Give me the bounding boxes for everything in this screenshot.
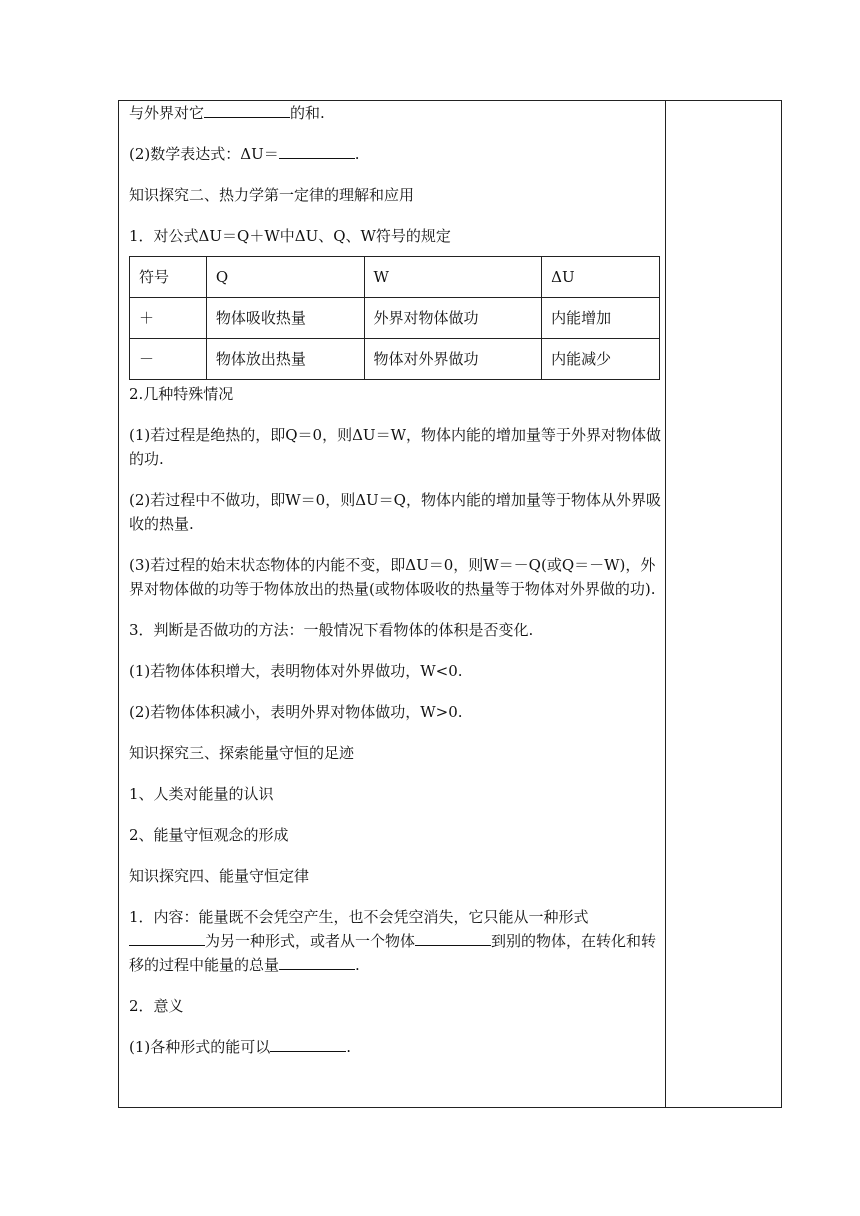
sub-item: 2、能量守恒观念的形成 <box>129 826 289 844</box>
law-content <box>129 905 661 977</box>
table-row <box>130 339 660 380</box>
table-header-cell: ΔU <box>542 257 660 298</box>
fill-blank[interactable] <box>415 929 491 946</box>
volume-increase: (1)若物体体积增大，表明物体对外界做功，W<0. <box>129 662 463 680</box>
text: (1)各种形式的能可以 <box>129 1038 271 1056</box>
table-cell: 物体对外界做功 <box>364 339 542 380</box>
table-cell: 外界对物体做功 <box>364 298 542 339</box>
fill-blank[interactable] <box>204 101 290 118</box>
section-heading-4: 知识探究四、能量守恒定律 <box>129 867 310 885</box>
text: (2)数学表达式：ΔU＝ <box>129 145 279 163</box>
fill-blank[interactable] <box>270 1035 346 1052</box>
special-cases-heading: 2.几种特殊情况 <box>129 385 234 403</box>
fill-blank[interactable] <box>279 142 355 159</box>
table-header-cell: 符号 <box>130 257 207 298</box>
case-no-work: (2)若过程中不做功，即W＝0，则ΔU＝Q，物体内能的增加量等于物体从外界吸收的热量. <box>129 491 661 533</box>
work-judgement: 3．判断是否做功的方法：一般情况下看物体的体积是否变化. <box>129 621 534 639</box>
case-adiabatic: (1)若过程是绝热的，即Q＝0，则ΔU＝W，物体内能的增加量等于外界对物体做的功. <box>129 426 661 468</box>
fill-blank[interactable] <box>129 929 205 946</box>
line-sum <box>129 101 661 125</box>
text: . <box>346 1038 352 1056</box>
table-cell: － <box>130 339 207 380</box>
text: 到别的物体，在转化和转移的过程中能量的总量 <box>129 932 657 974</box>
table-cell: 内能减少 <box>542 339 660 380</box>
column-divider <box>665 101 666 1107</box>
section-heading-2: 知识探究二、热力学第一定律的理解和应用 <box>129 186 415 204</box>
meaning-item <box>129 1035 661 1059</box>
text: 的和. <box>290 104 325 122</box>
sub-item: 1、人类对能量的认识 <box>129 785 274 803</box>
text: . <box>354 145 360 163</box>
content-column <box>129 101 661 1076</box>
text: 为另一种形式，或者从一个物体 <box>205 932 416 950</box>
table-header-cell: W <box>364 257 542 298</box>
sign-rule-heading: 1．对公式ΔU＝Q＋W中ΔU、Q、W符号的规定 <box>129 227 451 245</box>
meaning-heading: 2．意义 <box>129 997 184 1015</box>
worksheet-table <box>118 100 782 1108</box>
line-expression <box>129 142 661 166</box>
case-constant-energy: (3)若过程的始末状态物体的内能不变，即ΔU＝0，则W＝－Q(或Q＝－W)，外界对物体做的功等于物体放出的热量(或物体吸收的热量等于物体对外界做的功). <box>129 556 656 598</box>
table-header-cell: Q <box>206 257 364 298</box>
sign-convention-table <box>129 256 660 380</box>
table-cell: 物体放出热量 <box>206 339 364 380</box>
section-heading-3: 知识探究三、探索能量守恒的足迹 <box>129 744 355 762</box>
table-cell: ＋ <box>130 298 207 339</box>
text: 与外界对它 <box>129 104 205 122</box>
table-row <box>130 298 660 339</box>
text: . <box>355 956 360 974</box>
fill-blank[interactable] <box>279 953 355 970</box>
table-header-row <box>130 257 660 298</box>
volume-decrease: (2)若物体体积减小，表明外界对物体做功，W>0. <box>129 703 463 721</box>
table-cell: 物体吸收热量 <box>206 298 364 339</box>
text: 1．内容：能量既不会凭空产生，也不会凭空消失，它只能从一种形式 <box>129 908 589 926</box>
table-cell: 内能增加 <box>542 298 660 339</box>
